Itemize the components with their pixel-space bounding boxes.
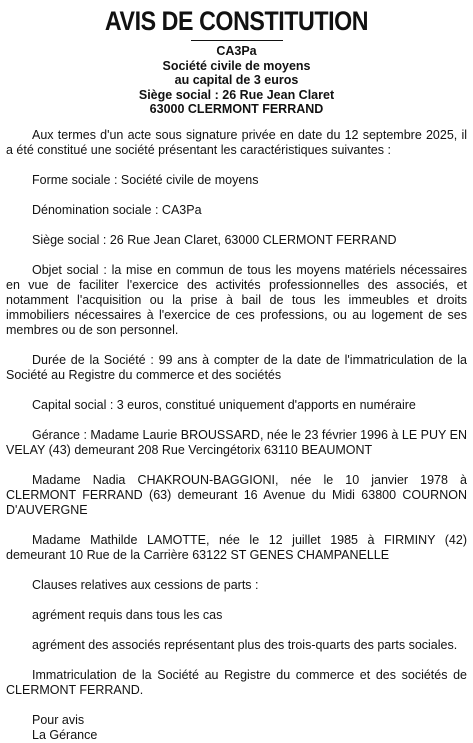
agrement-paragraph-1: agrément requis dans tous les cas — [32, 607, 223, 622]
immatriculation-paragraph: Immatriculation de la Société au Registre du commerce et des sociétés de CLERMONT FERRAND. — [6, 667, 467, 697]
clauses-paragraph: Clauses relatives aux cessions de parts : — [32, 577, 259, 592]
duree-paragraph: Durée de la Société : 99 ans à compter de la date de l'immatriculation de la Société au Registre du commerce et des sociétés — [6, 352, 467, 382]
gerance-paragraph-1: Gérance : Madame Laurie BROUSSARD, née le 23 février 1996 à LE PUY EN VELAY (43) demeurant 208 Rue Vercingétorix 63110 BEAUMONT — [6, 427, 467, 457]
denomination-paragraph: Dénomination sociale : CA3Pa — [32, 202, 202, 217]
pour-avis: Pour avis — [32, 712, 85, 727]
notice-title: AVIS DE CONSTITUTION — [104, 6, 369, 36]
company-header — [0, 44, 473, 117]
company-address: Siège social : 26 Rue Jean Claret — [138, 87, 335, 102]
signature: La Gérance — [32, 727, 98, 742]
company-form: Société civile de moyens — [162, 58, 311, 73]
notice-body — [0, 128, 473, 743]
siege-paragraph: Siège social : 26 Rue Jean Claret, 63000 CLERMONT FERRAND — [32, 232, 397, 247]
gerance-paragraph-3: Madame Mathilde LAMOTTE, née le 12 juillet 1985 à FIRMINY (42) demeurant 10 Rue de la Carrière 63122 ST GENES CHAMPANELLE — [6, 532, 467, 562]
gerance-paragraph-2: Madame Nadia CHAKROUN-BAGGIONI, née le 10 janvier 1978 à CLERMONT FERRAND (63) demeurant 16 Avenue du Midi 63800 COURNON D'AUVERGNE — [6, 472, 467, 517]
title-underline — [191, 40, 283, 41]
agrement-paragraph-2: agrément des associés représentant plus des trois-quarts des parts sociales. — [32, 637, 458, 652]
objet-paragraph: Objet social : la mise en commun de tous les moyens matériels nécessaires en vue de faciliter l'exercice des activités professionnelles des associés, et notamment l'acquisition ou la prise à bail de tous les immeubles et droits immobiliers nécessaires à l'exercice de ces professions, ou au logement de ses membres ou de son personnel. — [6, 262, 467, 337]
company-name: CA3Pa — [216, 44, 257, 58]
capital-paragraph: Capital social : 3 euros, constitué uniquement d'apports en numéraire — [32, 397, 416, 412]
company-capital: au capital de 3 euros — [174, 73, 299, 87]
intro-paragraph: Aux termes d'un acte sous signature privée en date du 12 septembre 2025, il a été constitué une société présentant les caractéristiques suivantes : — [6, 127, 467, 157]
company-city: 63000 CLERMONT FERRAND — [149, 102, 324, 116]
forme-paragraph: Forme sociale : Société civile de moyens — [32, 172, 259, 187]
